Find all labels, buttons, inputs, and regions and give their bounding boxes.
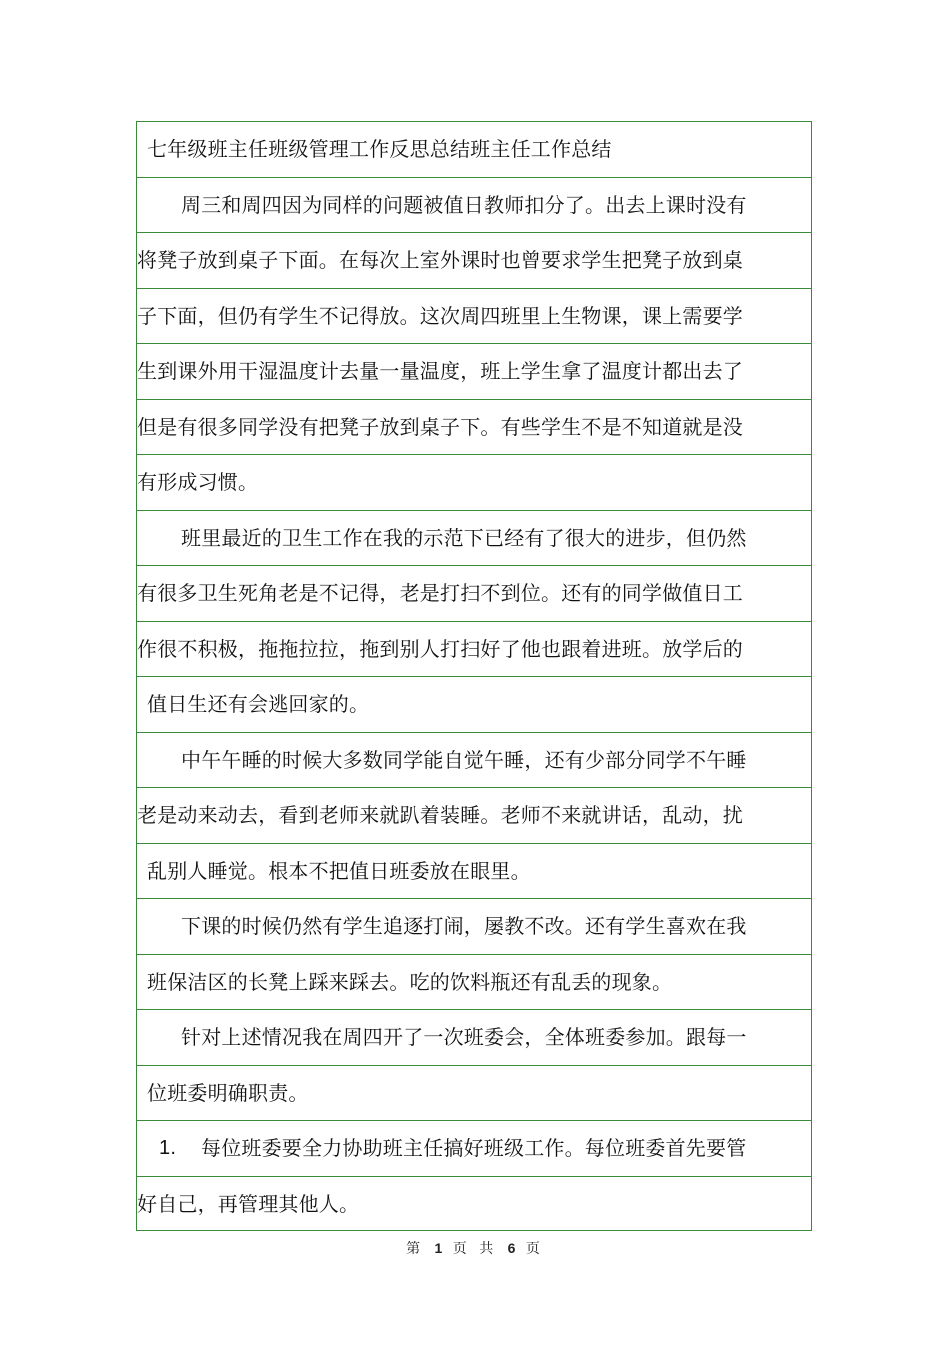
- line-text: 有很多卫生死角老是不记得，老是打扫不到位。还有的同学做值日工: [137, 581, 743, 606]
- line-text: 乱别人睡觉。根本不把值日班委放在眼里。: [147, 858, 531, 883]
- line-text: 下课的时候仍然有学生追逐打闹，屡教不改。还有学生喜欢在我: [181, 914, 747, 939]
- list-number: 1.: [159, 1137, 177, 1160]
- text-line: [137, 455, 811, 511]
- text-line: [137, 733, 811, 789]
- text-line: [137, 178, 811, 234]
- footer-total-pages: 6: [507, 1240, 516, 1256]
- text-line: [137, 344, 811, 400]
- text-line: [137, 400, 811, 456]
- text-line: [137, 289, 811, 345]
- line-text: 值日生还有会逃回家的。: [147, 692, 370, 717]
- line-text: 每位班委要全力协助班主任搞好班级工作。每位班委首先要管: [201, 1136, 747, 1161]
- line-text: 针对上述情况我在周四开了一次班委会，全体班委参加。跟每一: [181, 1025, 747, 1050]
- line-text: 班里最近的卫生工作在我的示范下已经有了很大的进步，但仍然: [181, 525, 747, 550]
- text-line: [137, 1066, 811, 1122]
- text-line: [137, 511, 811, 567]
- line-text: 子下面，但仍有学生不记得放。这次周四班里上生物课，课上需要学: [137, 303, 743, 328]
- text-line: [137, 788, 811, 844]
- lined-text-box: [136, 121, 812, 1231]
- line-text: 班保洁区的长凳上踩来踩去。吃的饮料瓶还有乱丢的现象。: [147, 969, 673, 994]
- text-line: [137, 233, 811, 289]
- line-text: 周三和周四因为同样的问题被值日教师扣分了。出去上课时没有: [181, 192, 747, 217]
- line-text: 老是动来动去，看到老师来就趴着装睡。老师不来就讲话，乱动，扰: [137, 803, 743, 828]
- text-line: [137, 899, 811, 955]
- line-text: 生到课外用干湿温度计去量一量温度，班上学生拿了温度计都出去了: [137, 359, 743, 384]
- text-line: [137, 844, 811, 900]
- text-line: [137, 566, 811, 622]
- document-title: 七年级班主任班级管理工作反思总结班主任工作总结: [147, 137, 612, 162]
- footer-prefix: 第: [406, 1241, 425, 1257]
- line-text: 好自己，再管理其他人。: [137, 1192, 360, 1217]
- document-title-line: [137, 122, 811, 178]
- footer-page-number: 1: [434, 1240, 443, 1256]
- text-line: [137, 1177, 811, 1233]
- footer-middle: 页 共: [452, 1241, 498, 1257]
- line-text: 将凳子放到桌子下面。在每次上室外课时也曾要求学生把凳子放到桌: [137, 248, 743, 273]
- text-line: [137, 955, 811, 1011]
- line-text: 位班委明确职责。: [147, 1080, 309, 1105]
- page-footer: [0, 1238, 950, 1258]
- footer-suffix: 页: [525, 1241, 544, 1257]
- line-text: 有形成习惯。: [137, 470, 259, 495]
- text-line: [137, 1121, 811, 1177]
- text-line: [137, 677, 811, 733]
- line-text: 但是有很多同学没有把凳子放到桌子下。有些学生不是不知道就是没: [137, 414, 743, 439]
- text-line: [137, 1010, 811, 1066]
- line-text: 作很不积极，拖拖拉拉，拖到别人打扫好了他也跟着进班。放学后的: [137, 636, 743, 661]
- line-text: 中午午睡的时候大多数同学能自觉午睡，还有少部分同学不午睡: [181, 747, 747, 772]
- text-line: [137, 622, 811, 678]
